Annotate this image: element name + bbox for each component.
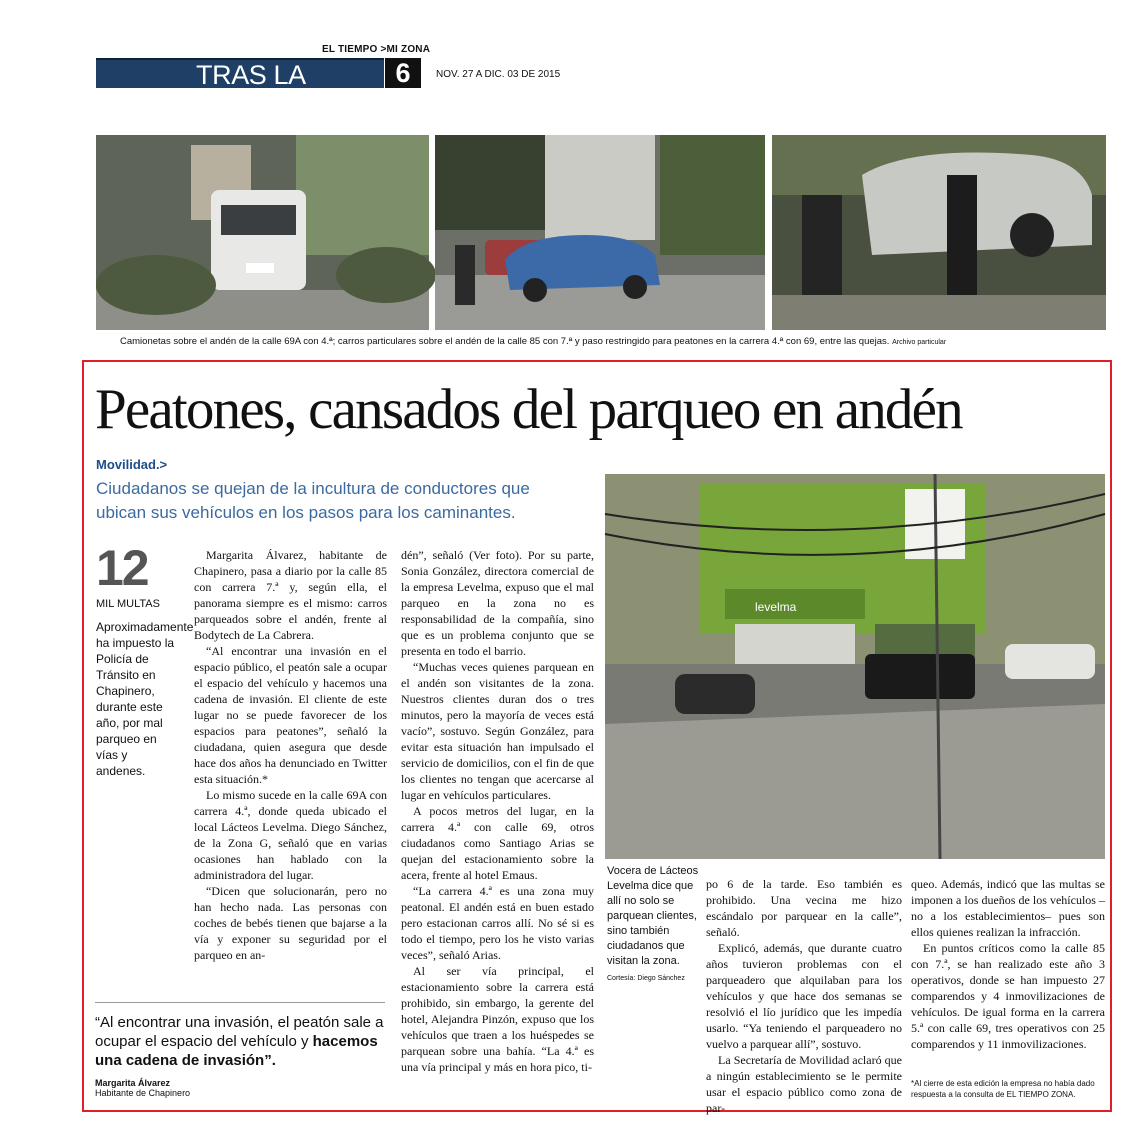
footnote: *Al cierre de esta edición la empresa no había dado respuesta a la consulta de EL TIEMPO ZONA. bbox=[911, 1079, 1095, 1099]
photo-levelma-storefront bbox=[605, 474, 1105, 859]
paragraph: “Dicen que solucionarán, pero no han hecho nada. Las personas con coches de bebés tienen que bajarse a la vía y exponer su seguridad por el parqueo en an- bbox=[194, 884, 387, 962]
body-column-3 bbox=[706, 876, 902, 1115]
issue-date: NOV. 27 A DIC. 03 DE 2015 bbox=[436, 69, 561, 80]
body-column-2 bbox=[401, 547, 594, 1105]
paragraph: En puntos críticos como la calle 85 con 7.ª, se han realizado este año 3 operativos, donde se han impuesto 27 comparendos y 4 inmovilizaciones de vehículos. De igual forma en la carrera 5.ª con calle 69, tres operativos con 25 comparendos y 11 inmovilizaciones. bbox=[911, 941, 1105, 1051]
stat-description: Aproximadamente ha impuesto la Policía de Tránsito en Chapinero, durante este año, por mal parqueo en vías y andenes. bbox=[96, 620, 194, 778]
section-title: TRAS LA PISTA bbox=[96, 58, 384, 88]
paragraph: “Al encontrar una invasión en el espacio público, el peatón sale a ocupar el espacio del vehículo y hacemos una cadena de invasión. El cliente de este lugar no se puede favorecer de los espacios para peatones”, señaló la ciudadana, quien asegura que desde hace dos años ha denunciado en Twitter esta situación.* bbox=[194, 644, 387, 786]
pull-quote-role: Habitante de Chapinero bbox=[95, 1088, 191, 1098]
paragraph: Lo mismo sucede en la calle 69A con carrera 4.ª, donde queda ubicado el local Lácteos Levelma. Diego Sánchez, de la Zona G, señaló que en varias ocasiones han hablado con la administradora del lugar. bbox=[194, 788, 387, 882]
body-column-1 bbox=[194, 547, 387, 967]
paragraph: dén”, señaló (Ver foto). Por su parte, Sonia González, directora comercial de la empresa Levelma, expuso que el mal parqueo en la zona no es responsabilidad de la compañía, sino que es un problema conjunto que se presenta en todo el barrio. bbox=[401, 548, 594, 658]
page-number: 6 bbox=[385, 58, 421, 88]
top-caption-credit: Archivo particular bbox=[892, 339, 947, 346]
photo-cars-on-sidewalk bbox=[435, 135, 765, 330]
subheadline: Ciudadanos se quejan de la incultura de conductores que ubican sus vehículos en los pasos para los caminantes. bbox=[96, 479, 530, 522]
top-caption-text: Camionetas sobre el andén de la calle 69A con 4.ª; carros particulares sobre el andén de la calle 85 con 7.ª y paso restringido para peatones en la carrera 4.ª con 69, entre las quejas. bbox=[120, 336, 890, 347]
pull-quote-emphasis: hacemos una cadena de invasión”. bbox=[95, 1033, 378, 1069]
headline: Peatones, cansados del parqueo en andén bbox=[95, 378, 962, 441]
paragraph: Explicó, además, que durante cuatro años tuvieron problemas con el parqueadero que alquilaban para los vehículos y que hace dos semanas se resolvió el lío jurídico que les impedía usarlo. “Ya teniendo el parqueadero no vuelvo a parquear allí”, sostuvo. bbox=[706, 941, 902, 1051]
masthead-brand: EL TIEMPO >MI ZONA bbox=[322, 44, 431, 55]
paragraph: “Muchas veces quienes parquean en el andén son visitantes de la zona. Nuestros clientes duran dos o tres minutos, pero la mayoría de veces está vacío”, sostuvo. Según González, para evitar esta situación han impulsado el servicio de domicilios, con el fin de que los clientes no tengan que acercarse al lugar en vehículos particulares. bbox=[401, 660, 594, 802]
paragraph: “La carrera 4.ª es una zona muy peatonal. El andén está en buen estado pero estacionan carros allí. No sé si es todo el tiempo, pero los he visto varias veces”, señaló Arias. bbox=[401, 884, 594, 962]
top-photos-caption bbox=[120, 336, 1110, 347]
pull-quote-author: Margarita Álvarez bbox=[95, 1078, 171, 1088]
paragraph: po 6 de la tarde. Eso también es prohibido. Una vecina me hizo escándalo por parquear en la calle”, señaló. bbox=[706, 877, 902, 939]
body-column-4 bbox=[911, 876, 1105, 1076]
paragraph: queo. Además, indicó que las multas se imponen a los dueños de los vehículos –no a los establecimientos– pues son ellos quienes realizan la infracción. bbox=[911, 877, 1105, 939]
paragraph: Al ser vía principal, el estacionamiento sobre la carrera está prohibido, sin embargo, la gerente del hotel, Alejandra Pinzón, expuso que los vehículos que traen a los huéspedes se parquean sobre una bahía. “La 4.ª es una vía principal y más en hora pico, ti- bbox=[401, 964, 594, 1074]
pull-quote-lead: “Al encontrar una invasión, el peatón sale a ocupar el espacio del vehículo y bbox=[95, 1014, 384, 1050]
paragraph: Margarita Álvarez, habitante de Chapinero, pasa a diario por la calle 85 con carrera 7.ª y, según ella, el panorama siempre es el mismo: carros parqueados sobre el andén, frente al Bodytech de La Cabrera. bbox=[194, 548, 387, 642]
stat-number: 12 bbox=[96, 540, 148, 596]
pull-quote bbox=[95, 1002, 385, 1098]
section-kicker: Movilidad.> bbox=[96, 457, 168, 472]
main-photo-caption bbox=[607, 864, 702, 986]
paragraph: La Secretaría de Movilidad aclaró que a ningún establecimiento se le permite usar el espacio público como zona de par- bbox=[706, 1053, 902, 1115]
pull-quote-text bbox=[95, 1013, 385, 1070]
main-caption-text: Vocera de Lácteos Levelma dice que allí no solo se parquean clientes, sino también ciudadanos que visitan la zona. bbox=[607, 865, 699, 967]
paragraph: A pocos metros del lugar, en la carrera 4.ª con calle 69, otros ciudadanos como Santiago Arias se quejan del estacionamiento sobre la acera, frente al hotel Emaus. bbox=[401, 804, 594, 882]
photo-restricted-walkway bbox=[772, 135, 1106, 330]
photo-van-on-sidewalk bbox=[96, 135, 429, 330]
main-caption-credit: Cortesía: Diego Sánchez bbox=[607, 975, 685, 982]
storefront-sign: levelma bbox=[755, 600, 797, 614]
stat-unit: MIL MULTAS bbox=[96, 598, 160, 610]
